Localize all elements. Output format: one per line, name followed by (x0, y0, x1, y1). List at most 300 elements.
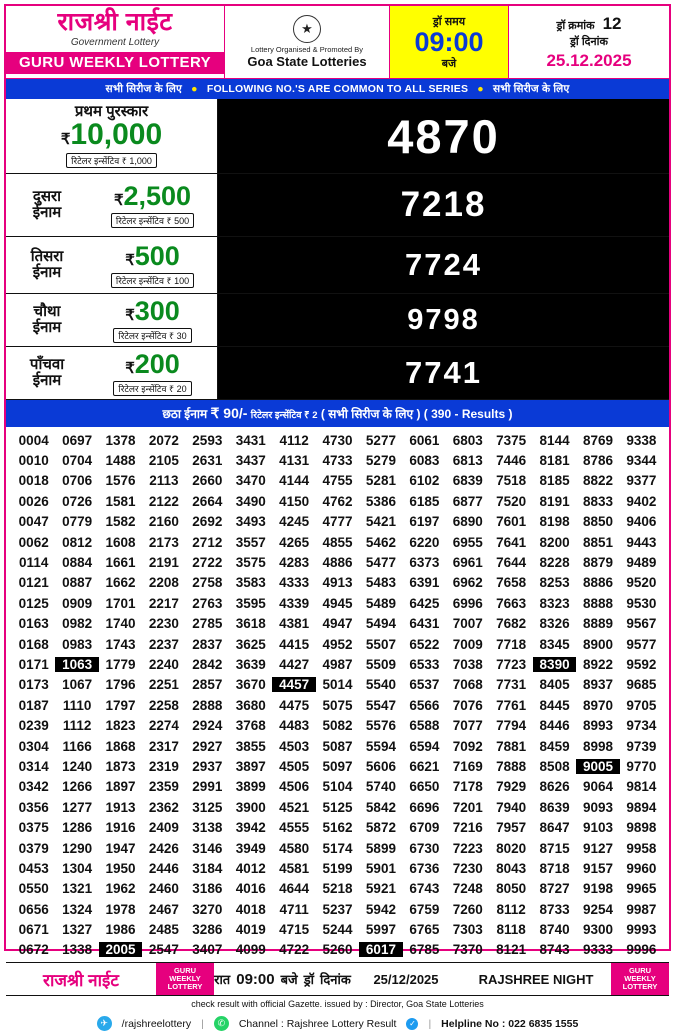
result-number: 2072 (148, 432, 179, 448)
result-number: 4505 (279, 758, 310, 774)
result-number: 5509 (365, 656, 396, 672)
result-number: 5576 (365, 718, 396, 734)
strip-dot-icon: ● (191, 83, 198, 95)
result-number: 9489 (626, 555, 657, 571)
result-number: 6996 (452, 595, 483, 611)
prize-fourth-incentive: रिटेलर इन्सेंटिव ₹ 30 (113, 328, 191, 343)
result-number: 2237 (148, 636, 179, 652)
result-number: 9443 (626, 534, 657, 550)
result-number-grid (6, 427, 669, 962)
result-number: 0671 (18, 922, 49, 938)
result-number: 8508 (539, 758, 570, 774)
result-row (12, 715, 663, 735)
result-number: 5218 (322, 881, 353, 897)
result-number: 8326 (539, 616, 570, 632)
result-number: 2664 (192, 493, 223, 509)
result-number: 2857 (192, 677, 223, 693)
draw-time-block (390, 6, 509, 78)
prize-fourth-name-line1: चौथा (33, 303, 61, 321)
result-number: 4762 (322, 493, 353, 509)
result-number: 8181 (539, 453, 570, 469)
draw-date-value: 25.12.2025 (546, 50, 632, 70)
result-row (12, 777, 663, 797)
result-number: 9254 (582, 901, 613, 917)
result-number: 8043 (496, 860, 527, 876)
result-number: 9064 (582, 779, 613, 795)
result-number: 3138 (192, 820, 223, 836)
organised-by-label: Lottery Organised & Promoted By (250, 45, 364, 54)
result-number: 2460 (148, 881, 179, 897)
result-number: 3595 (235, 595, 266, 611)
result-number: 3270 (192, 901, 223, 917)
result-number: 8998 (582, 738, 613, 754)
result-number: 1582 (105, 514, 136, 530)
result-number: 1779 (105, 656, 136, 672)
result-number: 5277 (365, 432, 396, 448)
result-number: 5483 (365, 575, 396, 591)
prize-second-incentive: रिटेलर इन्सेंटिव ₹ 500 (111, 213, 194, 228)
result-number: 9814 (626, 779, 657, 795)
result-number: 3639 (235, 656, 266, 672)
result-number: 1662 (105, 575, 136, 591)
result-number: 2409 (148, 820, 179, 836)
result-number: 2258 (148, 697, 179, 713)
prize-third-name-line2: ईनाम (32, 264, 62, 281)
result-number: 6102 (409, 473, 440, 489)
result-number: 1324 (62, 901, 93, 917)
draw-time-value: 09:00 (414, 26, 484, 57)
result-row (12, 552, 663, 572)
whatsapp-icon[interactable]: ✆ (214, 1016, 229, 1031)
result-number: 8879 (582, 555, 613, 571)
result-number: 8144 (539, 432, 570, 448)
result-row (12, 879, 663, 899)
result-number: 3949 (235, 840, 266, 856)
result-row (12, 573, 663, 593)
official-gazette-note: check result with official Gazette. issued by : Director, Goa State Lotteries (191, 999, 484, 1010)
prize-third-number: 7724 (405, 247, 482, 282)
prize-fifth-amount-col (88, 348, 217, 396)
result-number: 0379 (18, 840, 49, 856)
result-number: 8786 (582, 453, 613, 469)
result-number: 1240 (62, 758, 93, 774)
prize-fourth-amount-value: 300 (134, 295, 180, 326)
result-number: 5014 (322, 677, 353, 693)
result-number: 5997 (365, 922, 396, 938)
separator-2: | (428, 1017, 432, 1030)
result-number: 4855 (322, 534, 353, 550)
result-number: 1063 (55, 657, 98, 672)
result-number: 7375 (496, 432, 527, 448)
result-number: 4245 (279, 514, 310, 530)
footer-time-block (214, 963, 351, 995)
telegram-handle[interactable]: /rajshreelottery (121, 1017, 192, 1030)
rupee-icon-2: ₹ (113, 191, 124, 209)
result-number: 2319 (148, 758, 179, 774)
result-number: 3286 (192, 922, 223, 938)
result-number: 6736 (409, 860, 440, 876)
footer-badge-left-line1: GURU (173, 965, 197, 975)
result-number: 7092 (452, 738, 483, 754)
result-number: 0304 (18, 738, 49, 754)
result-number: 4427 (279, 656, 310, 672)
result-number: 4580 (279, 840, 310, 856)
result-number: 1378 (105, 432, 136, 448)
result-number: 5174 (322, 840, 353, 856)
result-number: 5477 (365, 555, 396, 571)
prize-third-amount (125, 240, 180, 271)
prize-fifth-amount (125, 348, 180, 379)
result-number: 8185 (539, 473, 570, 489)
result-number: 7794 (496, 718, 527, 734)
result-number: 5921 (365, 881, 396, 897)
result-number: 1913 (105, 799, 136, 815)
result-number: 7201 (452, 799, 483, 815)
result-number: 2692 (192, 514, 223, 530)
telegram-icon[interactable]: ✈ (97, 1016, 112, 1031)
result-number: 5075 (322, 697, 353, 713)
result-number: 3899 (235, 779, 266, 795)
result-number: 3680 (235, 697, 266, 713)
result-number: 8888 (582, 595, 613, 611)
result-row (12, 512, 663, 532)
result-number: 6185 (409, 493, 440, 509)
sixth-prize-label: छठा ईनाम (162, 407, 208, 421)
footer-lottery-name-en: RAJSHREE NIGHT (478, 971, 594, 987)
result-number: 9960 (626, 860, 657, 876)
result-number: 6391 (409, 575, 440, 591)
result-number: 4381 (279, 616, 310, 632)
result-number: 0168 (18, 636, 49, 652)
result-number: 8718 (539, 860, 570, 876)
result-number: 0173 (18, 677, 49, 693)
result-number: 2113 (149, 473, 179, 489)
prize-row-third (6, 237, 669, 294)
result-number: 6431 (409, 616, 440, 632)
result-number: 2274 (148, 718, 179, 734)
result-number: 1873 (105, 758, 136, 774)
result-number: 5507 (365, 636, 396, 652)
result-number: 5899 (365, 840, 396, 856)
result-number: 5087 (322, 738, 353, 754)
result-number: 4457 (272, 677, 315, 692)
result-number: 0121 (18, 575, 49, 591)
result-number: 8253 (539, 575, 570, 591)
result-number: 4503 (279, 738, 310, 754)
result-number: 7520 (496, 493, 527, 509)
result-number: 1916 (105, 820, 136, 836)
result-row (12, 695, 663, 715)
header (6, 6, 669, 79)
prize-third-name-line1: तिसरा (30, 248, 64, 266)
result-number: 6061 (409, 432, 440, 448)
footer-draw-label: ड्रॉ (303, 972, 315, 988)
strip-right-text: सभी सिरीज के लिए (492, 83, 570, 95)
common-series-strip (6, 79, 669, 99)
prize-second-name-line1: दुसरा (32, 188, 62, 206)
result-number: 8970 (582, 697, 613, 713)
draw-number-value: 12 (602, 13, 622, 33)
result-number: 8050 (496, 881, 527, 897)
prize-fifth-name-col (6, 357, 88, 389)
result-number: 6955 (452, 534, 483, 550)
result-number: 6709 (409, 820, 440, 836)
result-number: 4112 (279, 432, 309, 448)
result-number: 2547 (148, 942, 179, 958)
result-number: 9377 (626, 473, 657, 489)
result-number: 4730 (322, 432, 353, 448)
result-number: 0706 (62, 473, 93, 489)
result-number: 3493 (235, 514, 266, 530)
result-number: 3557 (235, 534, 266, 550)
result-number: 2593 (192, 432, 223, 448)
result-number: 2105 (148, 453, 179, 469)
result-number: 8626 (539, 779, 570, 795)
result-number: 3583 (235, 575, 266, 591)
result-number: 0018 (18, 473, 49, 489)
result-number: 9705 (626, 697, 657, 713)
result-number: 3470 (235, 473, 266, 489)
prize-first-label-block (6, 99, 218, 173)
result-number: 9157 (582, 860, 613, 876)
prize-first-number: 4870 (387, 109, 500, 163)
result-number: 7178 (452, 779, 483, 795)
result-number: 9685 (626, 677, 657, 693)
result-number: 2631 (192, 453, 223, 469)
social-bar (6, 1012, 669, 1033)
result-number: 8118 (496, 922, 526, 938)
result-row (12, 614, 663, 634)
result-number: 1661 (105, 555, 136, 571)
result-number: 9406 (626, 514, 657, 530)
result-number: 2758 (192, 575, 223, 591)
footer-date-label: दिनांक (320, 972, 351, 988)
result-number: 1290 (62, 840, 93, 856)
result-number: 7682 (496, 616, 527, 632)
result-number: 5104 (322, 779, 353, 795)
result-number: 6650 (409, 779, 440, 795)
prize-fourth-amount (125, 295, 180, 326)
result-number: 9770 (626, 758, 657, 774)
result-number: 9103 (582, 820, 613, 836)
result-number: 6839 (452, 473, 483, 489)
result-number: 1488 (105, 453, 136, 469)
goa-state-lotteries-label: Goa State Lotteries (247, 54, 367, 69)
prize-second-name-line2: ईनाम (32, 204, 62, 221)
result-number: 4339 (279, 595, 310, 611)
result-number: 2173 (148, 534, 179, 550)
result-number: 6083 (409, 453, 440, 469)
helpline-text: Helpline No : 022 6835 1555 (441, 1017, 579, 1030)
prize-fifth-name-line2: ईनाम (32, 372, 62, 389)
result-number: 0812 (62, 534, 93, 550)
result-number: 7663 (496, 595, 527, 611)
result-number: 4506 (279, 779, 310, 795)
result-number: 2122 (148, 493, 179, 509)
result-number: 4711 (279, 901, 309, 917)
draw-number-label: ड्रॉ क्रमांक (556, 19, 595, 32)
result-number: 8715 (539, 840, 570, 856)
result-number: 6890 (452, 514, 483, 530)
result-number: 0171 (18, 656, 49, 672)
whatsapp-channel[interactable]: Channel : Rajshree Lottery Result (238, 1017, 397, 1030)
result-number: 8345 (539, 636, 570, 652)
result-row (12, 756, 663, 776)
result-number: 9344 (626, 453, 657, 469)
result-number: 4483 (279, 718, 310, 734)
result-number: 7223 (452, 840, 483, 856)
result-number: 1796 (105, 677, 136, 693)
result-number: 9739 (626, 738, 657, 754)
result-number: 9993 (626, 922, 657, 938)
result-number: 0983 (62, 636, 93, 652)
result-number: 8647 (539, 820, 570, 836)
result-number: 1338 (62, 942, 93, 958)
result-number: 1986 (105, 922, 136, 938)
result-row (12, 736, 663, 756)
result-number: 5386 (365, 493, 396, 509)
draw-date-row (570, 34, 608, 49)
result-number: 3186 (192, 881, 223, 897)
result-number: 4019 (235, 922, 266, 938)
result-number: 7303 (452, 922, 483, 938)
result-number: 9127 (582, 840, 613, 856)
result-number: 0887 (62, 575, 93, 591)
result-number: 4521 (279, 799, 310, 815)
result-number: 7658 (496, 575, 527, 591)
result-number: 5162 (322, 820, 353, 836)
result-number: 0026 (18, 493, 49, 509)
brand-title: राजश्री नाईट (57, 8, 173, 37)
result-number: 8323 (539, 595, 570, 611)
footer-time-value: 09:00 (236, 970, 275, 988)
prize-third-number-box (218, 237, 669, 293)
result-number: 1266 (62, 779, 93, 795)
result-number: 6759 (409, 901, 440, 917)
result-number: 9734 (626, 718, 657, 734)
result-number: 7077 (452, 718, 483, 734)
draw-time-suffix: बजे (441, 57, 457, 70)
draw-date-label: ड्रॉ दिनांक (570, 35, 608, 48)
result-number: 4644 (279, 881, 310, 897)
result-number: 2208 (148, 575, 179, 591)
result-number: 2924 (192, 718, 223, 734)
result-number: 2160 (148, 514, 179, 530)
result-number: 3670 (235, 677, 266, 693)
result-number: 5594 (365, 738, 396, 754)
result-row (12, 593, 663, 613)
result-number: 3855 (235, 738, 266, 754)
result-number: 1608 (105, 534, 136, 550)
separator-1: | (201, 1017, 204, 1030)
result-number: 7718 (496, 636, 527, 652)
result-number: 0697 (62, 432, 93, 448)
result-number: 0047 (18, 514, 49, 530)
footer-badge-right-line2: WEEKLY (624, 974, 656, 984)
result-number: 6594 (409, 738, 440, 754)
result-number: 4733 (322, 453, 353, 469)
prize-first-name: प्रथम पुरस्कार (74, 103, 149, 121)
result-number: 3407 (192, 942, 223, 958)
result-number: 7038 (452, 656, 483, 672)
result-number: 9958 (626, 840, 657, 856)
result-number: 4099 (235, 942, 266, 958)
result-number: 2240 (148, 656, 179, 672)
result-number: 2722 (192, 555, 223, 571)
result-number: 7370 (452, 942, 483, 958)
result-number: 8993 (582, 718, 613, 734)
result-number: 7076 (452, 697, 483, 713)
prize-second-amount-value: 2,500 (123, 180, 192, 211)
result-number: 2842 (192, 656, 223, 672)
result-number: 1701 (105, 595, 136, 611)
result-number: 1576 (105, 473, 136, 489)
result-number: 5901 (365, 860, 396, 876)
prize-fourth-label-block (6, 294, 218, 346)
result-number: 2937 (192, 758, 223, 774)
result-number: 6765 (409, 922, 440, 938)
result-number: 7068 (452, 677, 483, 693)
government-lottery-label: Government Lottery (70, 36, 160, 48)
draw-time-label: ड्रॉ समय (432, 15, 466, 28)
result-number: 8740 (539, 922, 570, 938)
result-number: 4913 (322, 575, 353, 591)
result-number: 2426 (148, 840, 179, 856)
result-number: 7929 (496, 779, 527, 795)
result-number: 3900 (235, 799, 266, 815)
result-number: 0062 (18, 534, 49, 550)
result-number: 0375 (18, 820, 49, 836)
header-brand-block (6, 6, 225, 78)
result-number: 2467 (148, 901, 179, 917)
footer-badge-left-line3: LOTTERY (167, 982, 203, 992)
result-number: 8112 (496, 901, 526, 917)
prize-second-label-block (6, 174, 218, 236)
result-number: 2446 (148, 860, 179, 876)
result-number: 9567 (626, 616, 657, 632)
result-number: 7761 (496, 697, 527, 713)
guru-weekly-lottery-banner: GURU WEEKLY LOTTERY (6, 52, 224, 74)
prize-fourth-name-line2: ईनाम (32, 319, 62, 336)
result-number: 5237 (322, 901, 353, 917)
footer-bar (6, 962, 669, 996)
result-number: 2005 (99, 942, 142, 957)
result-number: 5547 (365, 697, 396, 713)
draw-info-block (509, 6, 669, 78)
result-number: 7601 (496, 514, 527, 530)
result-number: 7644 (496, 555, 527, 571)
result-row (12, 654, 663, 674)
result-number: 9198 (582, 881, 613, 897)
result-number: 5606 (365, 758, 396, 774)
result-row (12, 940, 663, 960)
result-number: 0314 (18, 758, 49, 774)
result-number: 8727 (539, 881, 570, 897)
prize-second-name-col (6, 189, 88, 221)
header-organiser-block (225, 6, 390, 78)
result-number: 4144 (279, 473, 310, 489)
prize-first-amount-value: 10,000 (70, 117, 163, 151)
result-number: 8020 (496, 840, 527, 856)
result-number: 6197 (409, 514, 440, 530)
footer-badge-right-line3: LOTTERY (622, 982, 658, 992)
goa-emblem-icon: ★ (293, 15, 321, 43)
result-row (12, 634, 663, 654)
result-number: 3125 (192, 799, 223, 815)
result-number: 0550 (18, 881, 49, 897)
result-number: 8198 (539, 514, 570, 530)
result-number: 7260 (452, 901, 483, 917)
